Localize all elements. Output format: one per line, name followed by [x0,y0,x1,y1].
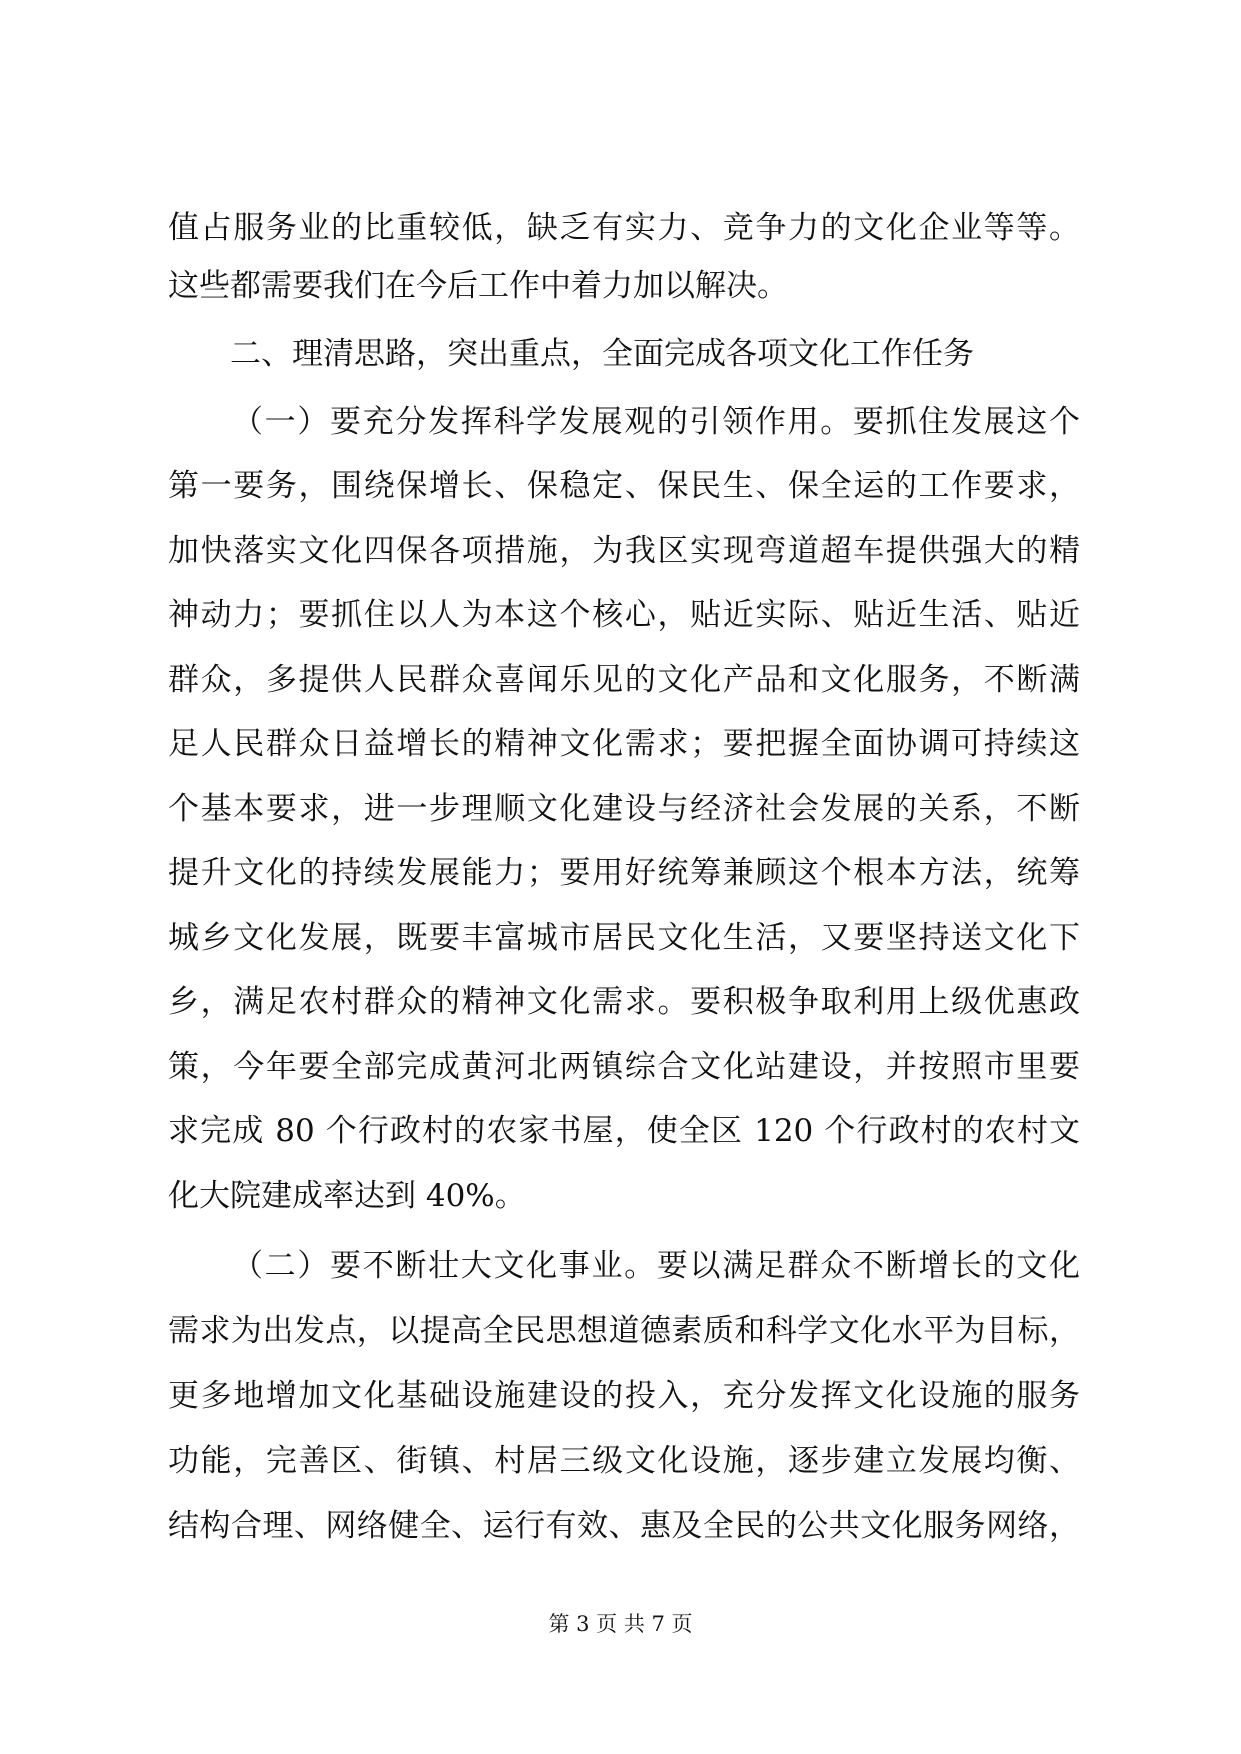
text-line: 策，今年要全部完成黄河北两镇综合文化站建设，并按照市里要 [168,1049,1080,1085]
text-line: 化大院建成率达到 40%。 [168,1178,526,1214]
text-line: （一）要充分发挥科学发展观的引领作用。要抓住发展这个 [232,404,1080,440]
text-line: 足人民群众日益增长的精神文化需求；要把握全面协调可持续这 [168,726,1080,762]
text-line: 需求为出发点，以提高全民思想道德素质和科学文化水平为目标， [168,1313,1080,1349]
text-line: 第一要务，围绕保增长、保稳定、保民生、保全运的工作要求， [168,468,1080,504]
text-line: 更多地增加文化基础设施建设的投入，充分发挥文化设施的服务 [168,1378,1080,1414]
text-line: 城乡文化发展，既要丰富城市居民文化生活，又要坚持送文化下 [168,920,1080,956]
text-line: 群众，多提供人民群众喜闻乐见的文化产品和文化服务，不断满 [168,662,1080,698]
text-line: 结构合理、网络健全、运行有效、惠及全民的公共文化服务网络， [168,1508,1080,1544]
text-line: 值占服务业的比重较低，缺乏有实力、竞争力的文化企业等等。 [168,210,1080,246]
text-line: 神动力；要抓住以人为本这个核心，贴近实际、贴近生活、贴近 [168,597,1080,633]
text-line: 乡，满足农村群众的精神文化需求。要积极争取利用上级优惠政 [168,984,1080,1020]
section-heading: 二、理清思路，突出重点，全面完成各项文化工作任务 [230,336,974,372]
text-line: 个基本要求，进一步理顺文化建设与经济社会发展的关系，不断 [168,791,1080,827]
text-line: （二）要不断壮大文化事业。要以满足群众不断增长的文化 [232,1248,1080,1284]
text-line: 功能，完善区、街镇、村居三级文化设施，逐步建立发展均衡、 [168,1443,1080,1479]
text-line: 提升文化的持续发展能力；要用好统筹兼顾这个根本方法，统筹 [168,855,1080,891]
text-line: 这些都需要我们在今后工作中着力加以解决。 [168,268,788,304]
page-number-footer: 第 3 页 共 7 页 [548,1612,693,1636]
text-line: 求完成 80 个行政村的农家书屋，使全区 120 个行政村的农村文 [168,1113,1080,1149]
text-line: 加快落实文化四保各项措施，为我区实现弯道超车提供强大的精 [168,533,1080,569]
